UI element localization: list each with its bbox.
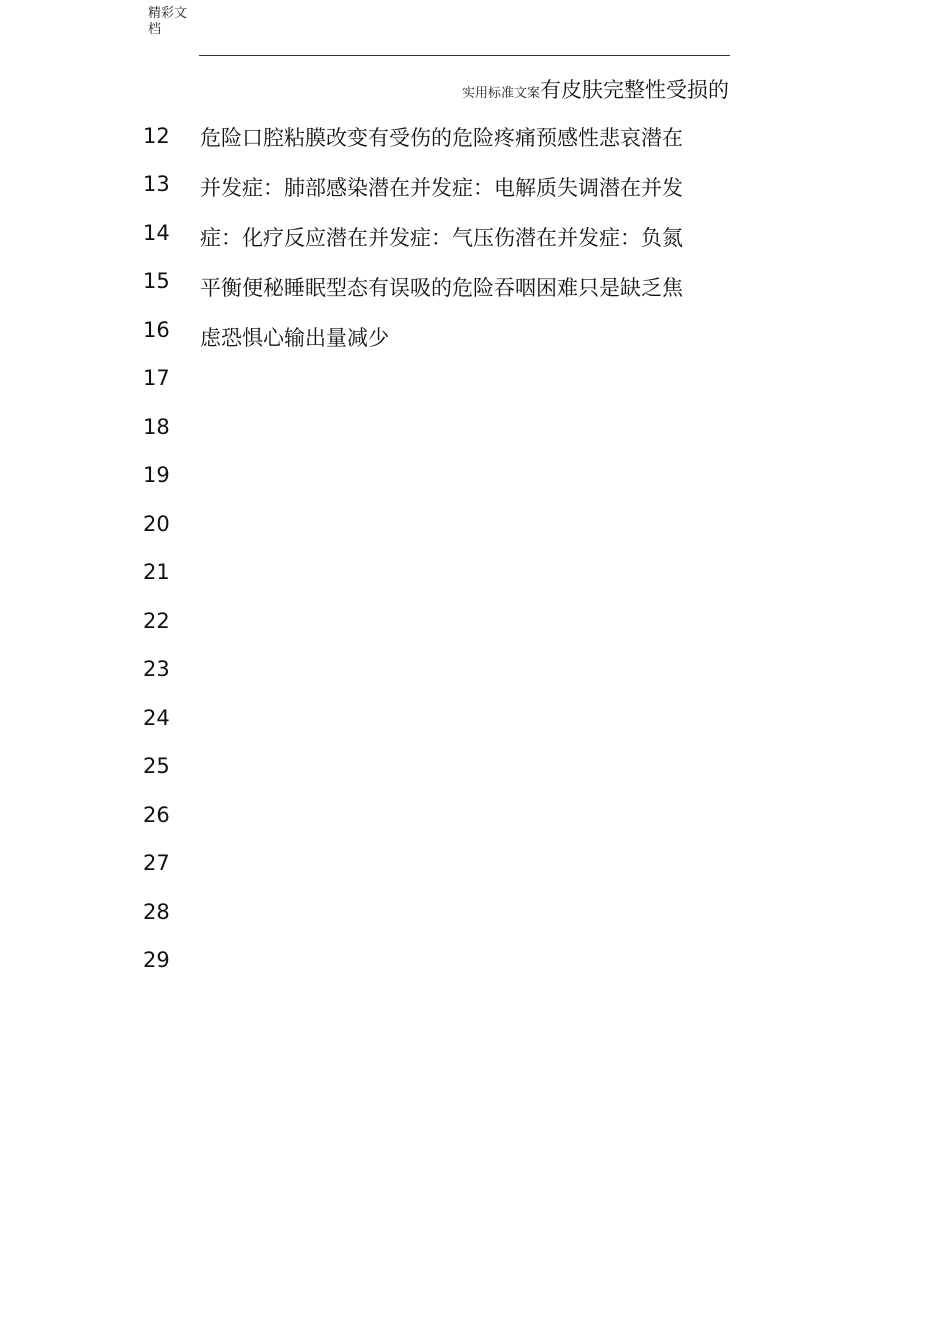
- line-number: 12: [143, 124, 170, 148]
- line-number: 16: [143, 318, 170, 342]
- header-small-text: 实用标准文案: [461, 86, 540, 101]
- body-line: 平衡便秘睡眠型态有误吸的危险吞咽困难只是缺乏焦: [200, 276, 683, 300]
- line-number: 26: [143, 803, 170, 827]
- line-number: 27: [143, 851, 170, 875]
- header-line: [462, 74, 729, 104]
- body-line: 危险口腔粘膜改变有受伤的危险疼痛预感性悲哀潜在: [200, 126, 683, 150]
- line-number: 25: [143, 754, 170, 778]
- line-number: 18: [143, 415, 170, 439]
- corner-label: 精彩文档: [148, 6, 188, 37]
- line-number: 15: [143, 269, 170, 293]
- line-number: 23: [143, 657, 170, 681]
- line-number: 19: [143, 463, 170, 487]
- line-number: 28: [143, 900, 170, 924]
- line-number: 21: [143, 560, 170, 584]
- body-line: 虑恐惧心输出量减少: [200, 326, 389, 350]
- line-number: 14: [143, 221, 170, 245]
- line-number: 17: [143, 366, 170, 390]
- body-line: 并发症：肺部感染潜在并发症：电解质失调潜在并发: [200, 176, 683, 200]
- header-rule: [199, 55, 730, 56]
- line-number: 22: [143, 609, 170, 633]
- line-number: 13: [143, 172, 170, 196]
- header-large-text: 有皮肤完整性受损的: [540, 78, 729, 102]
- line-number: 24: [143, 706, 170, 730]
- line-number: 20: [143, 512, 170, 536]
- line-number: 29: [143, 948, 170, 972]
- body-line: 症：化疗反应潜在并发症：气压伤潜在并发症：负氮: [200, 226, 683, 250]
